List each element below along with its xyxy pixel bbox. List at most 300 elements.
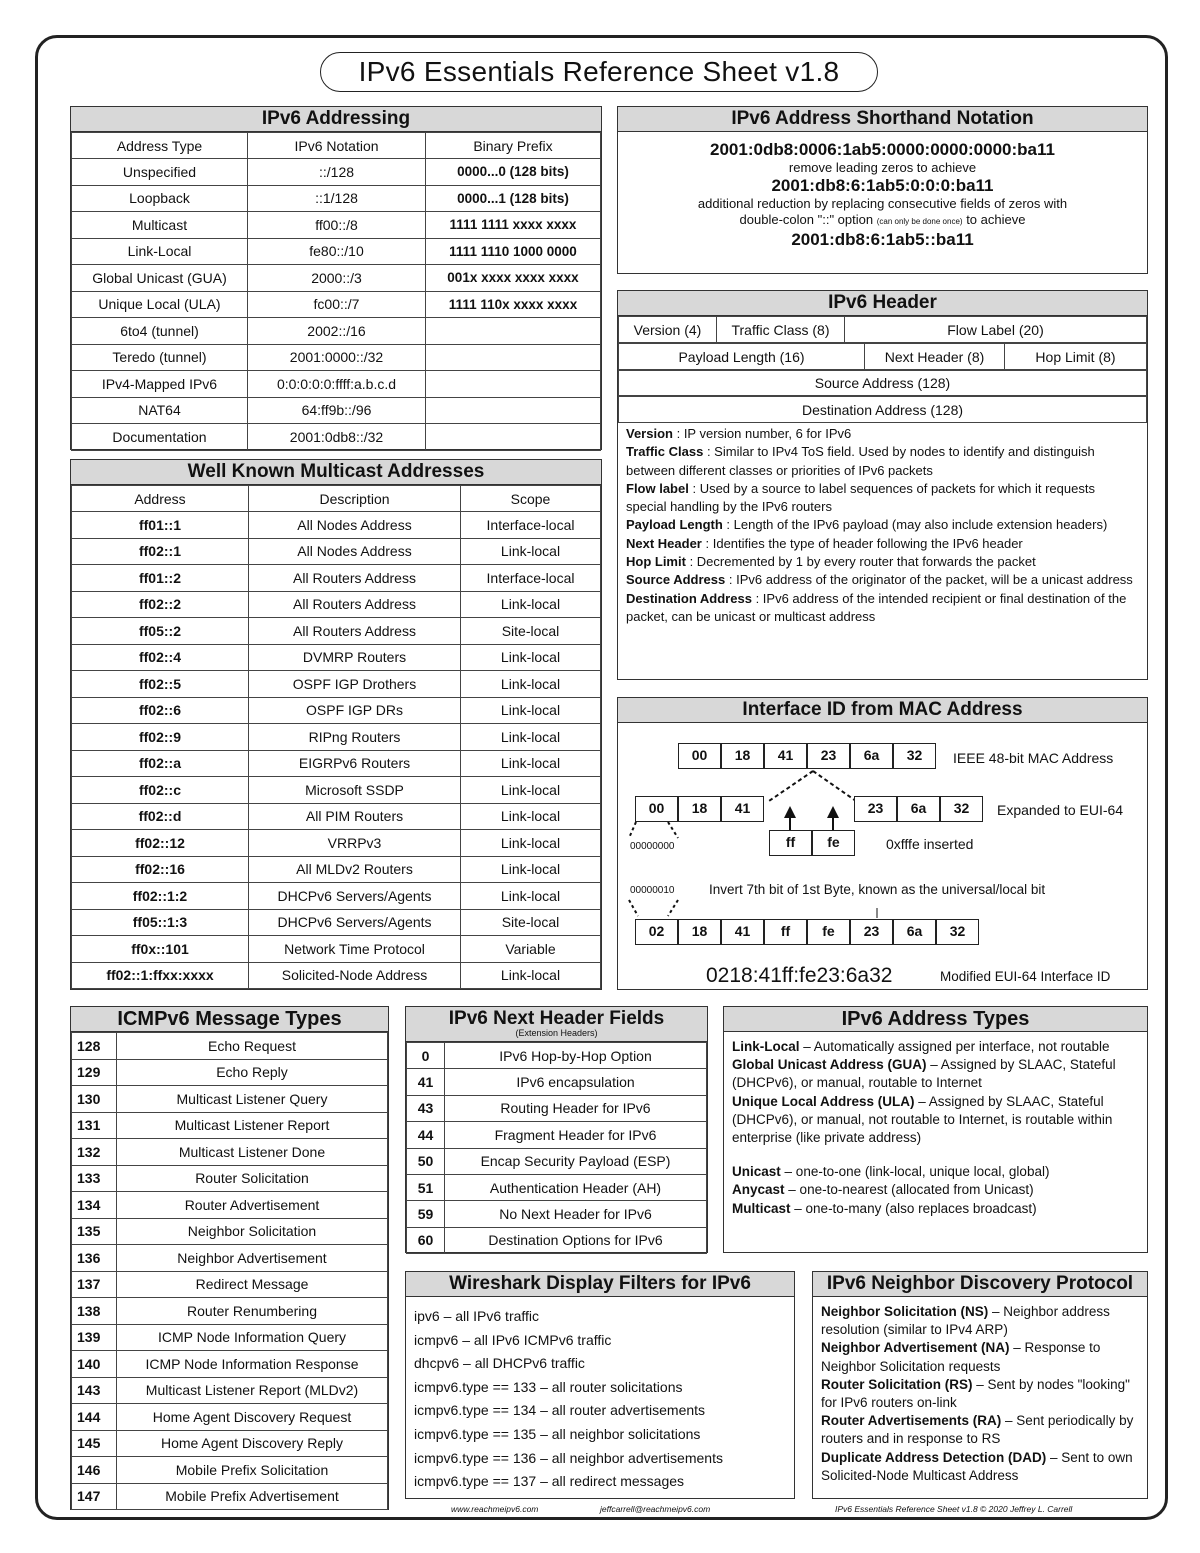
icmp-type-number: 137 [72,1271,117,1298]
definition-term: Traffic Class [626,444,704,460]
table-row [72,344,601,371]
version-field: Version (4) [619,317,717,343]
table-cell: DHCPv6 Servers/Agents [249,883,461,910]
table-cell: ff02::a [72,750,249,777]
table-cell: ff05::2 [72,618,249,645]
icmp-type-name: Home Agent Discovery Request [117,1404,388,1431]
table-cell: Network Time Protocol [249,936,461,963]
table-cell: Microsoft SSDP [249,777,461,804]
addressing-col-header: IPv6 Notation [248,133,426,159]
table-row [72,1112,388,1139]
table-cell: Site-local [461,618,601,645]
invert-text: Invert 7th bit of 1st Byte, known as the universal/local bit [709,882,1046,897]
next-header-name: Encap Security Payload (ESP) [445,1148,707,1174]
table-cell: Link-local [461,644,601,671]
filter-item: ipv6 – all IPv6 traffic [414,1308,540,1324]
next-header-name: No Next Header for IPv6 [445,1201,707,1227]
destination-address-field: Destination Address (128) [619,397,1147,423]
mac-row2-label: Expanded to EUI-64 [997,802,1124,818]
table-row [72,424,601,451]
multicast-heading: Well Known Multicast Addresses [71,460,601,485]
inserted-label: 0xfffe inserted [886,836,974,852]
table-cell: Link-Local [72,238,248,265]
multicast-col-header: Scope [461,486,601,512]
address-types-panel [723,1006,1148,1253]
definition-text: – Sent by nodes "looking" for IPv6 routers on-link [821,1376,1130,1411]
table-row [72,644,601,671]
table-row [407,1227,707,1253]
definition-item [626,516,1139,534]
footer-copyright: IPv6 Essentials Reference Sheet v1.8 © 2020 Jeffrey L. Carrell [835,1504,1073,1514]
table-cell: 0:0:0:0:0:ffff:a.b.c.d [248,371,426,398]
ipv6-addressing-heading: IPv6 Addressing [71,107,601,132]
table-cell: Link-local [461,724,601,751]
table-cell: Interface-local [461,565,601,592]
table-row [72,618,601,645]
addressing-col-header: Address Type [72,133,248,159]
definition-term: Hop Limit [626,554,686,570]
table-cell: Solicited-Node Address [249,962,461,989]
icmp-type-number: 140 [72,1351,117,1378]
next-header-name: IPv6 Hop-by-Hop Option [445,1043,707,1069]
table-cell: Unspecified [72,159,248,186]
icmp-type-name: Router Advertisement [117,1192,388,1219]
definition-item [732,1056,1139,1092]
table-cell: Link-local [461,830,601,857]
shorthand-panel [617,106,1148,274]
definition-term: Next Header [626,535,702,551]
definition-item [626,443,1139,480]
bits-after: 00000010 [630,885,675,896]
table-row [407,1095,707,1121]
definition-text: : IPv6 address of the intended recipient or final destination of the packet, can be unicast or multicast address [626,590,1127,624]
definition-text: – Response to Neighbor Solicitation requests [821,1340,1101,1374]
eui-byte-cell: 23 [854,796,897,822]
table-cell: Link-local [461,803,601,830]
definition-item [732,1038,1139,1056]
table-row [407,1043,707,1069]
icmp-type-name: Multicast Listener Report (MLDv2) [117,1377,388,1404]
source-address-field: Source Address (128) [619,371,1147,396]
next-header-number: 41 [407,1069,445,1095]
definition-text: – one-to-one (link-local, unique local, global) [784,1164,1050,1180]
table-cell: Link-local [461,697,601,724]
next-header-heading [406,1007,707,1042]
wireshark-list [406,1297,794,1502]
modified-byte-cell: fe [807,919,850,945]
definition-text: : Decremented by 1 by every router that forwards the packet [689,554,1036,570]
full-address: 2001:0db8:0006:1ab5:0000:0000:0000:ba11 [710,140,1055,159]
table-cell: ff01::2 [72,565,249,592]
definition-text: : Identifies the type of header following the IPv6 header [705,535,1023,551]
table-row [72,512,601,539]
table-cell [426,397,601,424]
eui-byte-cell: 18 [678,796,721,822]
result-label: Modified EUI-64 Interface ID [940,969,1111,984]
definition-term: Flow label [626,480,689,496]
icmp-type-name: Router Solicitation [117,1165,388,1192]
inserted-byte-cell: fe [812,830,855,856]
table-row [72,185,601,212]
short-address: 2001:db8:6:1ab5::ba11 [791,230,974,249]
table-row [72,1457,388,1484]
table-cell: ff02::1:2 [72,883,249,910]
table-cell: ff0x::101 [72,936,249,963]
ndp-heading: IPv6 Neighbor Discovery Protocol [813,1272,1147,1297]
modified-byte-cell: 23 [850,919,893,945]
mac-heading: Interface ID from MAC Address [618,698,1147,723]
table-row [72,830,601,857]
table-row [72,1404,388,1431]
mac-byte-cell: 18 [721,743,764,769]
inserted-byte-cell: ff [769,830,812,856]
definition-item [626,590,1139,627]
header-fields-row3 [618,370,1147,396]
table-cell: ff02::2 [72,591,249,618]
multicast-col-header: Address [72,486,249,512]
icmpv6-heading: ICMPv6 Message Types [71,1007,388,1032]
icmp-type-number: 129 [72,1059,117,1086]
definition-item [821,1449,1139,1485]
table-row [407,1148,707,1174]
table-cell: 1111 1110 1000 0000 [426,238,601,265]
table-cell [426,344,601,371]
table-cell: Interface-local [461,512,601,539]
table-row [72,591,601,618]
icmp-type-number: 147 [72,1483,117,1510]
icmp-type-name: Echo Request [117,1033,388,1060]
table-cell: 2001:0db8::/32 [248,424,426,451]
icmp-type-number: 143 [72,1377,117,1404]
ipv6-header-heading: IPv6 Header [618,291,1147,316]
table-cell [426,371,601,398]
step2b-post: to achieve [966,212,1026,227]
mac-byte-cell: 41 [764,743,807,769]
table-row [72,671,601,698]
next-header-table [406,1042,707,1254]
icmp-type-number: 134 [72,1192,117,1219]
definition-term: Neighbor Advertisement (NA) [821,1340,1010,1356]
definition-item [626,535,1139,553]
definition-item [821,1339,1139,1375]
table-cell: 001x xxxx xxxx xxxx [426,265,601,292]
definition-item [626,553,1139,571]
table-cell: IPv4-Mapped IPv6 [72,371,248,398]
definition-item [732,1200,1139,1218]
table-cell: DVMRP Routers [249,644,461,671]
table-cell: Global Unicast (GUA) [72,265,248,292]
table-cell: ff02::1 [72,538,249,565]
next-header-title: IPv6 Next Header Fields [448,1008,665,1029]
table-row [72,909,601,936]
table-cell: 2000::/3 [248,265,426,292]
filter-item: icmpv6.type == 134 – all router advertisements [414,1402,706,1419]
table-cell: 2002::/16 [248,318,426,345]
definition-item [821,1303,1139,1339]
icmp-type-number: 133 [72,1165,117,1192]
mac-byte-cell: 6a [850,743,893,769]
table-row [72,1430,388,1457]
table-cell: Link-local [461,777,601,804]
table-cell: Unique Local (ULA) [72,291,248,318]
filter-item: dhcpv6 – all DHCPv6 traffic [414,1355,585,1372]
table-cell: Link-local [461,671,601,698]
footer-site: www.reachmeipv6.com [451,1504,539,1514]
table-row [72,1271,388,1298]
eui-byte-cell: 00 [635,796,678,822]
next-header-name: Fragment Header for IPv6 [445,1122,707,1148]
table-cell: Link-local [461,856,601,883]
definition-text: : Length of the IPv6 payload (may also include extension headers) [726,517,1108,533]
definition-term: Destination Address [626,590,752,606]
definition-term: Unicast [732,1164,781,1180]
flow-label-field: Flow Label (20) [845,317,1147,343]
definition-term: Multicast [732,1200,791,1216]
table-row [72,962,601,989]
table-cell: ff01::1 [72,512,249,539]
definition-item [732,1093,1139,1148]
table-cell: Documentation [72,424,248,451]
wireshark-panel [405,1271,795,1499]
table-cell: VRRPv3 [249,830,461,857]
table-row [72,1218,388,1245]
step2b-pre: double-colon "::" option [739,212,874,227]
next-header-number: 44 [407,1122,445,1148]
icmp-type-number: 146 [72,1457,117,1484]
definition-term: Router Advertisements (RA) [821,1413,1002,1429]
next-header-panel [405,1006,708,1253]
table-cell: fe80::/10 [248,238,426,265]
table-cell: ff02::16 [72,856,249,883]
table-cell: Teredo (tunnel) [72,344,248,371]
icmp-type-number: 131 [72,1112,117,1139]
icmpv6-table [71,1032,388,1510]
table-cell: ff00::/8 [248,212,426,239]
table-row [72,1351,388,1378]
table-row [72,538,601,565]
table-row [72,856,601,883]
table-cell: RIPng Routers [249,724,461,751]
result-address: 0218:41ff:fe23:6a32 [706,964,893,987]
address-types-list [724,1032,1147,1224]
table-cell: ::/128 [248,159,426,186]
wireshark-heading: Wireshark Display Filters for IPv6 [406,1272,794,1297]
modified-byte-cell: 18 [678,919,721,945]
icmp-type-number: 135 [72,1218,117,1245]
table-cell: OSPF IGP DRs [249,697,461,724]
table-cell: ff02::d [72,803,249,830]
table-cell: ff02::5 [72,671,249,698]
table-row [72,238,601,265]
mac-byte-cell: 23 [807,743,850,769]
table-cell: 0000...1 (128 bits) [426,185,601,212]
table-row [407,1174,707,1200]
definition-text: – Assigned by SLAAC, Stateful (DHCPv6), or manual, not routable to Internet, is routable within enterprise (like private address) [732,1093,1113,1146]
definition-term: Anycast [732,1182,785,1198]
next-header-field: Next Header (8) [865,344,1005,370]
table-row [407,1069,707,1095]
header-fields-row4 [618,396,1147,423]
header-fields-row2 [618,343,1147,370]
definition-text: – Neighbor address resolution (similar to IPv4 ARP) [821,1304,1110,1338]
modified-byte-cell: 02 [635,919,678,945]
table-cell: Multicast [72,212,248,239]
multicast-table [71,485,601,989]
modified-byte-cell: 6a [893,919,936,945]
ipv6-header-panel [617,290,1148,680]
eui-byte-cell: 32 [940,796,983,822]
definition-text: : IPv6 address of the originator of the packet, will be a unicast address [728,572,1133,588]
icmp-type-name: Router Renumbering [117,1298,388,1325]
table-row [72,1059,388,1086]
table-cell: All Routers Address [249,591,461,618]
table-row [407,1201,707,1227]
definition-term: Source Address [626,572,726,588]
table-row [72,291,601,318]
next-header-name: IPv6 encapsulation [445,1069,707,1095]
definition-item [626,571,1139,589]
definition-text: – one-to-many (also replaces broadcast) [794,1200,1037,1216]
table-cell: All Routers Address [249,565,461,592]
table-cell: All Nodes Address [249,512,461,539]
table-row [72,371,601,398]
table-row [72,883,601,910]
page-title: IPv6 Essentials Reference Sheet v1.8 [320,52,878,92]
table-cell: ::1/128 [248,185,426,212]
footer-email: jeffcarrell@reachmeipv6.com [600,1504,711,1514]
icmp-type-name: Multicast Listener Query [117,1086,388,1113]
icmp-type-name: Mobile Prefix Advertisement [117,1483,388,1510]
table-cell [426,318,601,345]
icmp-type-number: 128 [72,1033,117,1060]
payload-length-field: Payload Length (16) [619,344,865,370]
modified-byte-cell: ff [764,919,807,945]
icmpv6-panel [70,1006,389,1510]
icmp-type-name: Redirect Message [117,1271,388,1298]
table-cell: NAT64 [72,397,248,424]
table-cell: DHCPv6 Servers/Agents [249,909,461,936]
mac-byte-cell: 32 [893,743,936,769]
icmp-type-name: ICMP Node Information Response [117,1351,388,1378]
definition-term: Unique Local Address (ULA) [732,1093,915,1109]
table-row [72,1377,388,1404]
table-row [72,397,601,424]
definition-term: Duplicate Address Detection (DAD) [821,1449,1047,1465]
next-header-name: Destination Options for IPv6 [445,1227,707,1253]
table-row [72,318,601,345]
table-cell: fc00::/7 [248,291,426,318]
shorthand-heading: IPv6 Address Shorthand Notation [618,107,1147,132]
table-row [72,697,601,724]
definition-text: : Similar to IPv4 ToS field. Used by nodes to identify and distinguish between different classes or priorities of IPv6 packets [626,444,1095,478]
definition-text: – Sent periodically by routers and in response to RS [821,1413,1134,1447]
filter-item: icmpv6.type == 137 – all redirect messages [414,1473,685,1490]
table-cell: Link-local [461,962,601,989]
table-cell: Link-local [461,750,601,777]
definition-text: – Automatically assigned per interface, not routable [803,1039,1110,1054]
table-row [72,724,601,751]
next-header-number: 50 [407,1148,445,1174]
table-cell: Link-local [461,538,601,565]
table-cell: Link-local [461,591,601,618]
definition-text: : IP version number, 6 for IPv6 [676,426,852,441]
icmp-type-number: 145 [72,1430,117,1457]
mac-panel [617,697,1148,990]
icmp-type-name: Multicast Listener Report [117,1112,388,1139]
table-cell: Variable [461,936,601,963]
table-row [72,1033,388,1060]
next-header-number: 60 [407,1227,445,1253]
icmp-type-number: 130 [72,1086,117,1113]
table-row [72,1139,388,1166]
table-cell: EIGRPv6 Routers [249,750,461,777]
table-cell [426,424,601,451]
address-types-heading: IPv6 Address Types [724,1007,1147,1032]
step1-text: remove leading zeros to achieve [788,160,977,175]
icmp-type-number: 138 [72,1298,117,1325]
step2b-note: (can only be done once) [876,217,963,226]
filter-item: icmpv6.type == 136 – all neighbor advertisements [414,1449,723,1466]
table-row [72,1192,388,1219]
icmp-type-name: Neighbor Solicitation [117,1218,388,1245]
hop-limit-field: Hop Limit (8) [1005,344,1147,370]
table-row [72,1298,388,1325]
icmp-type-name: ICMP Node Information Query [117,1324,388,1351]
table-cell: Loopback [72,185,248,212]
filter-item: icmpv6 – all IPv6 ICMPv6 traffic [414,1331,612,1348]
table-row [72,750,601,777]
ndp-list [813,1297,1147,1491]
next-header-name: Authentication Header (AH) [445,1174,707,1200]
table-cell: 1111 110x xxxx xxxx [426,291,601,318]
mac-byte-cell: 00 [678,743,721,769]
table-cell: ff05::1:3 [72,909,249,936]
invert-label [709,882,1045,897]
ipv6-addressing-panel [70,106,602,450]
table-row [72,777,601,804]
definition-term: Global Unicast Address (GUA) [732,1057,927,1073]
table-row [72,265,601,292]
definition-item [626,425,1139,443]
mac-row1-label: IEEE 48-bit MAC Address [953,750,1114,766]
next-header-subtitle: (Extension Headers) [515,1028,598,1038]
next-header-number: 59 [407,1201,445,1227]
table-cell: 64:ff9b::/96 [248,397,426,424]
multicast-col-header: Description [249,486,461,512]
mid-address: 2001:db8:6:1ab5:0:0:0:ba11 [771,176,994,195]
table-row [72,803,601,830]
header-fields-row1 [618,316,1147,343]
definition-text: – Sent to own Solicited-Node Multicast Address [821,1449,1133,1483]
table-row [72,1165,388,1192]
icmp-type-name: Echo Reply [117,1059,388,1086]
icmp-type-number: 136 [72,1245,117,1272]
next-header-name: Routing Header for IPv6 [445,1095,707,1121]
definition-text: – one-to-nearest (allocated from Unicast) [788,1182,1034,1198]
table-cell: Link-local [461,883,601,910]
table-row [72,1086,388,1113]
table-cell: 6to4 (tunnel) [72,318,248,345]
table-cell: All MLDv2 Routers [249,856,461,883]
definition-term: Neighbor Solicitation (NS) [821,1304,989,1319]
table-cell: All Nodes Address [249,538,461,565]
table-row [72,936,601,963]
next-header-number: 51 [407,1174,445,1200]
eui-byte-cell: 41 [721,796,764,822]
definition-item [732,1181,1139,1199]
table-cell: ff02::4 [72,644,249,671]
definition-item [732,1163,1139,1181]
